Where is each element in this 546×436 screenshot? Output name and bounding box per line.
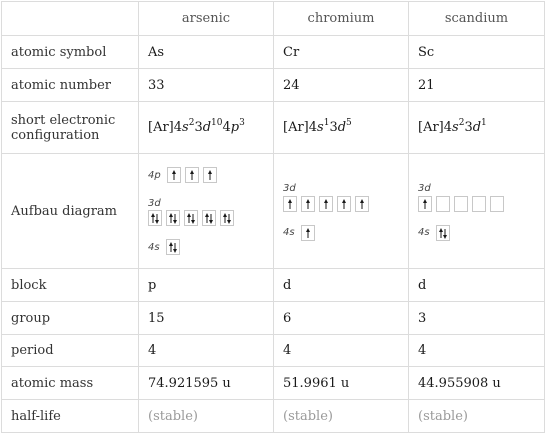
- row-block: [2, 269, 545, 302]
- orbital-box-up: [203, 167, 217, 183]
- orbital-box-empty: [436, 196, 450, 212]
- cell-value: 6: [274, 302, 409, 335]
- orbital-boxes: [148, 209, 264, 228]
- cell-value: 4: [274, 335, 409, 367]
- orbital-boxes: [283, 223, 399, 242]
- cell-value: 24: [274, 69, 409, 102]
- orbital-box-up: [355, 196, 369, 212]
- cell-aufbau-scandium: [409, 154, 545, 269]
- orbital-box-up: [283, 196, 297, 212]
- aufbau-diagram: [148, 166, 264, 257]
- row-atomic-symbol: [2, 36, 545, 69]
- orbital-box-up: [301, 225, 315, 241]
- cell-value: 44.955908 u: [409, 367, 545, 400]
- cell-value: 21: [409, 69, 545, 102]
- cell-value: (stable): [274, 400, 409, 433]
- cell-aufbau-chromium: [274, 154, 409, 269]
- cell-aufbau-arsenic: [139, 154, 274, 269]
- orbital-label: 3d: [283, 183, 296, 194]
- orbital-box-empty: [454, 196, 468, 212]
- orbital-4s: [283, 223, 399, 242]
- aufbau-diagram: [283, 180, 399, 242]
- orbital-box-pair: [166, 239, 180, 255]
- orbital-4s: [148, 238, 264, 257]
- orbital-box-up: [167, 167, 181, 183]
- row-label: group: [2, 302, 139, 335]
- row-aufbau: [2, 154, 545, 269]
- cell-value: 51.9961 u: [274, 367, 409, 400]
- cell-value: Sc: [409, 36, 545, 69]
- orbital-boxes: [148, 166, 264, 185]
- cell-value: (stable): [409, 400, 545, 433]
- orbital-boxes: [418, 194, 535, 213]
- row-label: short electronic configuration: [2, 102, 139, 154]
- header-arsenic: arsenic: [139, 2, 274, 36]
- orbital-3d: [148, 195, 264, 228]
- orbital-box-pair: [202, 210, 216, 226]
- cell-value: p: [139, 269, 274, 302]
- header-scandium: scandium: [409, 2, 545, 36]
- cell-value: 3: [409, 302, 545, 335]
- cell-value: 4: [139, 335, 274, 367]
- cell-value: 74.921595 u: [139, 367, 274, 400]
- cell-value: 15: [139, 302, 274, 335]
- row-atomic-number: [2, 69, 545, 102]
- orbital-box-empty: [472, 196, 486, 212]
- orbital-box-pair: [220, 210, 234, 226]
- cell-config-chromium: $[Ar]4s^13d^5$: [274, 102, 409, 154]
- orbital-label: 4s: [148, 241, 160, 253]
- cell-config-arsenic: $[Ar]4s^23d^{10}4p^3$: [139, 102, 274, 154]
- row-atomic-mass: [2, 367, 545, 400]
- orbital-3d: [283, 180, 399, 213]
- cell-value: 33: [139, 69, 274, 102]
- row-label: Aufbau diagram: [2, 154, 139, 269]
- cell-value: Cr: [274, 36, 409, 69]
- element-comparison-table: [1, 1, 545, 433]
- orbital-label: 4s: [283, 227, 295, 238]
- row-label: atomic symbol: [2, 36, 139, 69]
- cell-value: (stable): [139, 400, 274, 433]
- cell-value: d: [409, 269, 545, 302]
- orbital-4p: [148, 166, 264, 185]
- row-label: block: [2, 269, 139, 302]
- row-label: half-life: [2, 400, 139, 433]
- cell-value: As: [139, 36, 274, 69]
- cell-value: 4: [409, 335, 545, 367]
- orbital-label: 4s: [418, 227, 430, 238]
- orbital-box-pair: [436, 225, 450, 241]
- row-half-life: [2, 400, 545, 433]
- orbital-label: 3d: [148, 197, 161, 209]
- header-chromium: chromium: [274, 2, 409, 36]
- header-row: [2, 2, 545, 36]
- orbital-label: 3d: [418, 183, 431, 194]
- row-label: atomic mass: [2, 367, 139, 400]
- header-corner: [2, 2, 139, 36]
- cell-config-scandium: $[Ar]4s^23d^1$: [409, 102, 545, 154]
- orbital-3d: [418, 180, 535, 213]
- orbital-box-up: [337, 196, 351, 212]
- orbital-box-pair: [166, 210, 180, 226]
- orbital-box-up: [319, 196, 333, 212]
- row-group: [2, 302, 545, 335]
- row-label: period: [2, 335, 139, 367]
- orbital-box-up: [418, 196, 432, 212]
- orbital-box-up: [185, 167, 199, 183]
- orbital-box-up: [301, 196, 315, 212]
- orbital-box-pair: [148, 210, 162, 226]
- orbital-boxes: [283, 194, 399, 213]
- row-label: atomic number: [2, 69, 139, 102]
- aufbau-diagram: [418, 180, 535, 242]
- orbital-label: 4p: [148, 169, 161, 181]
- cell-value: d: [274, 269, 409, 302]
- orbital-boxes: [148, 238, 264, 257]
- row-electron-config: [2, 102, 545, 154]
- orbital-box-pair: [184, 210, 198, 226]
- orbital-boxes: [418, 223, 535, 242]
- orbital-box-empty: [490, 196, 504, 212]
- row-period: [2, 335, 545, 367]
- orbital-4s: [418, 223, 535, 242]
